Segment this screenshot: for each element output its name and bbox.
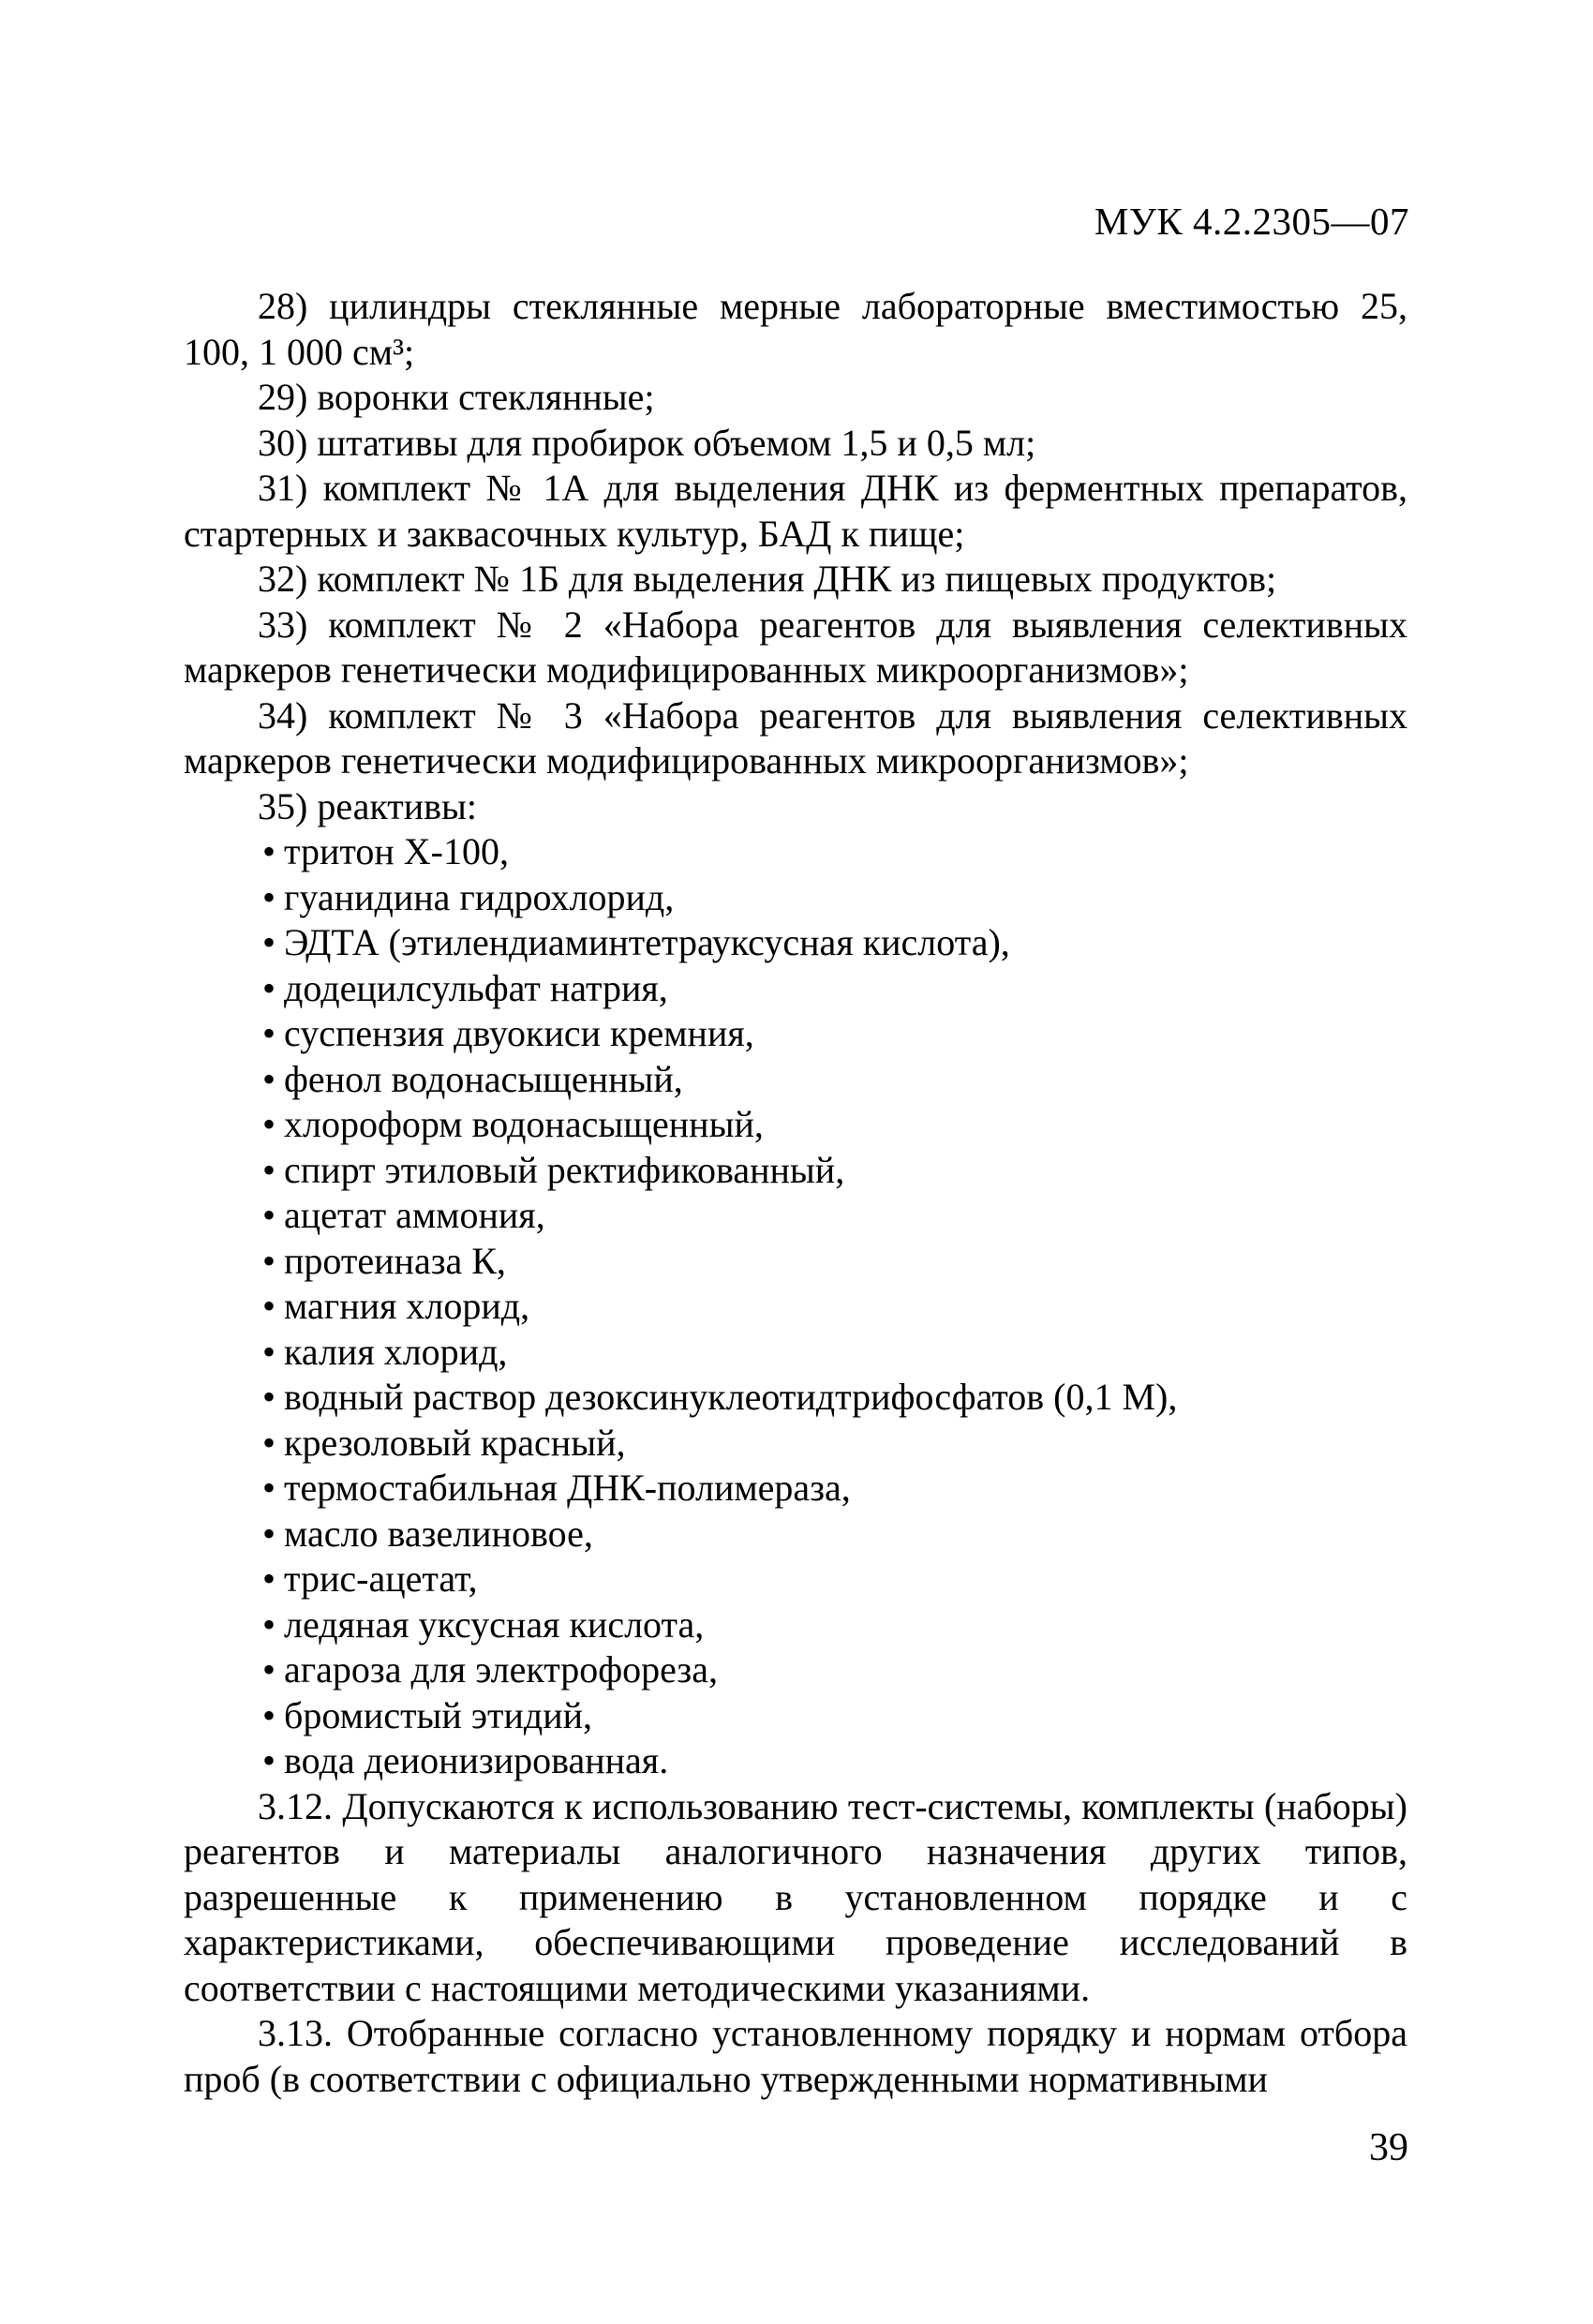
- list-item-32: 32) комплект № 1Б для выделения ДНК из пищевых продуктов;: [258, 558, 1277, 600]
- reagent-item: • суспензия двуокиси кремния,: [262, 1011, 1407, 1057]
- list-item-31: 31) комплект № 1А для выделения ДНК из ферментных препаратов, стартерных и заквасочных культур, БАД к пище;: [184, 467, 1407, 555]
- reagent-item: • термостабильная ДНК-полимераза,: [262, 1466, 1407, 1512]
- reagents-list: [184, 829, 1407, 1784]
- reagent-item: • трис-ацетат,: [262, 1557, 1407, 1602]
- reagent-item: • ледяная уксусная кислота,: [262, 1602, 1407, 1648]
- section-3-12: 3.12. Допускаются к использованию тест-системы, комплекты (наборы) реагентов и материалы аналогичного назначения других типов, разрешенные к применению в установленном порядке и с характеристиками, обеспечивающими проведение исследований в соответствии с настоящими методическими указаниями.: [184, 1784, 1407, 2009]
- list-item-35: 35) реактивы:: [258, 784, 477, 827]
- reagent-item: • водный раствор дезоксинуклеотидтрифосфатов (0,1 М),: [262, 1375, 1407, 1421]
- reagent-item: • тритон Х-100,: [262, 829, 1407, 875]
- reagent-item: • спирт этиловый ректификованный,: [262, 1148, 1407, 1194]
- reagent-item: • масло вазелиновое,: [262, 1512, 1407, 1557]
- page-body: [184, 284, 1407, 2102]
- page-number: 39: [1369, 2126, 1408, 2169]
- list-item-34: 34) комплект № 3 «Набора реагентов для выявления селективных маркеров генетически модифицированных микроорганизмов»;: [184, 693, 1407, 782]
- section-3-13: 3.13. Отобранные согласно установленному порядку и нормам отбора проб (в соответствии с официально утвержденными нормативными: [184, 2012, 1407, 2100]
- reagent-item: • калия хлорид,: [262, 1330, 1407, 1376]
- list-item-29: 29) воронки стеклянные;: [258, 376, 655, 418]
- reagent-item: • магния хлорид,: [262, 1284, 1407, 1330]
- document-code-header: МУК 4.2.2305—07: [1094, 200, 1409, 243]
- reagent-item: • бромистый этидий,: [262, 1693, 1407, 1739]
- reagent-item: • агароза для электрофореза,: [262, 1647, 1407, 1693]
- list-item-30: 30) штативы для пробирок объемом 1,5 и 0,5 мл;: [258, 421, 1036, 464]
- list-item-28: 28) цилиндры стеклянные мерные лабораторные вместимостью 25, 100, 1 000 см³;: [184, 285, 1407, 373]
- reagent-item: • ЭДТА (этилендиаминтетрауксусная кислота),: [262, 920, 1407, 966]
- reagent-item: • протеиназа К,: [262, 1239, 1407, 1285]
- reagent-item: • фенол водонасыщенный,: [262, 1057, 1407, 1103]
- reagent-item: • додецилсульфат натрия,: [262, 966, 1407, 1012]
- reagent-item: • хлороформ водонасыщенный,: [262, 1102, 1407, 1148]
- reagent-item: • гуанидина гидрохлорид,: [262, 875, 1407, 921]
- reagent-item: • ацетат аммония,: [262, 1193, 1407, 1239]
- reagent-item: • крезоловый красный,: [262, 1421, 1407, 1467]
- list-item-33: 33) комплект № 2 «Набора реагентов для выявления селективных маркеров генетически модифицированных микроорганизмов»;: [184, 603, 1407, 691]
- reagent-item: • вода деионизированная.: [262, 1738, 1407, 1784]
